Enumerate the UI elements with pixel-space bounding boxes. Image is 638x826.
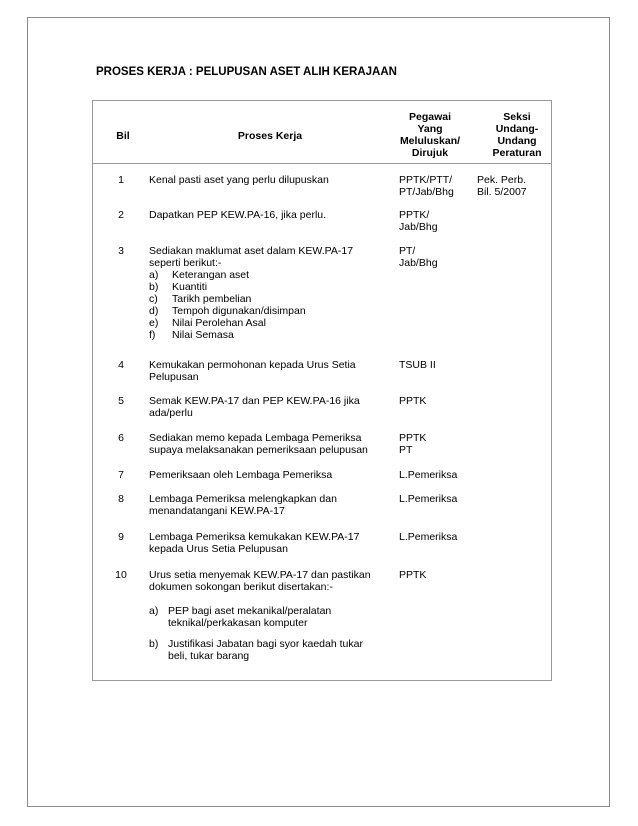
pegawai-line: PPTK xyxy=(399,395,427,407)
list-text: Nilai Semasa xyxy=(172,329,234,341)
row-9-proses xyxy=(149,531,381,555)
list-marker: c) xyxy=(149,293,158,305)
proses-line: Dapatkan PEP KEW.PA-16, jika perlu. xyxy=(149,209,327,221)
pegawai-line: PPTK/ xyxy=(399,209,430,221)
proses-line: Sediakan maklumat aset dalam KEW.PA-17 xyxy=(149,245,354,257)
row-5-bil: 5 xyxy=(118,395,124,407)
header-pegawai-line: Meluluskan/ xyxy=(399,135,461,147)
row-4-pegawai xyxy=(399,359,475,371)
row-9-bil: 9 xyxy=(118,531,124,543)
list-marker: b) xyxy=(149,638,159,650)
pegawai-line: PPTK/PTT/ xyxy=(399,174,453,186)
list-text: Nilai Perolehan Asal xyxy=(172,317,266,329)
row-7-proses xyxy=(149,469,381,481)
pegawai-line: L.Pemeriksa xyxy=(399,493,458,505)
row-2-bil: 2 xyxy=(118,209,124,221)
proses-line: seperti berikut:- xyxy=(149,257,222,269)
row-10-proses xyxy=(149,569,389,593)
list-text-line: Justifikasi Jabatan bagi syor kaedah tukar xyxy=(168,638,363,650)
row-7-pegawai xyxy=(399,469,475,481)
proses-line: Lembaga Pemeriksa kemukakan KEW.PA-17 xyxy=(149,531,360,543)
pegawai-line: L.Pemeriksa xyxy=(399,469,458,481)
row-8-pegawai xyxy=(399,493,475,505)
list-marker: b) xyxy=(149,281,159,293)
pegawai-line: Jab/Bhg xyxy=(399,221,438,233)
row-3-items xyxy=(149,269,381,341)
header-proses-kerja: Proses Kerja xyxy=(237,130,303,142)
list-text-line: beli, tukar barang xyxy=(168,650,250,662)
proses-line: Urus setia menyemak KEW.PA-17 dan pastikan xyxy=(149,569,371,581)
proses-line: Kemukakan permohonan kepada Urus Setia xyxy=(149,359,356,371)
row-6-proses xyxy=(149,432,389,456)
list-text-line: PEP bagi aset mekanikal/peralatan xyxy=(168,605,332,617)
proses-line: Kenal pasti aset yang perlu dilupuskan xyxy=(149,174,329,186)
list-item xyxy=(149,317,381,329)
row-3-pegawai xyxy=(399,245,475,269)
list-marker: e) xyxy=(149,317,159,329)
list-text: Tempoh digunakan/disimpan xyxy=(172,305,306,317)
document-title: PROSES KERJA : PELUPUSAN ASET ALIH KERAJAAN xyxy=(96,66,397,78)
row-10-items xyxy=(149,605,389,671)
list-item xyxy=(149,638,389,662)
row-5-pegawai xyxy=(399,395,475,407)
row-10-pegawai xyxy=(399,569,475,581)
row-6-bil: 6 xyxy=(118,432,124,444)
header-pegawai-line: Dirujuk xyxy=(411,147,449,159)
proses-line: supaya melaksanakan pemeriksaan pelupusan xyxy=(149,444,368,456)
row-5-proses xyxy=(149,395,381,419)
pegawai-line: PT xyxy=(399,444,413,456)
list-marker: f) xyxy=(149,329,156,341)
header-seksi-line: Undang xyxy=(497,135,537,147)
pegawai-line: L.Pemeriksa xyxy=(399,531,458,543)
row-8-bil: 8 xyxy=(118,493,124,505)
seksi-line: Bil. 5/2007 xyxy=(477,186,527,198)
header-seksi-line: Peraturan xyxy=(492,147,542,159)
header-divider xyxy=(93,163,551,164)
header-pegawai-line: Yang xyxy=(417,123,443,135)
list-text: Kuantiti xyxy=(172,281,208,293)
proses-line: Pemeriksaan oleh Lembaga Pemeriksa xyxy=(149,469,333,481)
header-bil: Bil xyxy=(116,130,130,142)
row-8-proses xyxy=(149,493,381,517)
proses-line: ada/perlu xyxy=(149,407,193,419)
proses-line: menandatangani KEW.PA-17 xyxy=(149,505,285,517)
proses-line: Pelupusan xyxy=(149,371,199,383)
row-4-bil: 4 xyxy=(118,359,124,371)
row-3-proses xyxy=(149,245,381,269)
proses-line: dokumen sokongan berikut disertakan:- xyxy=(149,581,333,593)
list-marker: a) xyxy=(149,269,159,281)
pegawai-line: Jab/Bhg xyxy=(399,257,438,269)
pegawai-line: TSUB II xyxy=(399,359,436,371)
list-item xyxy=(149,605,389,629)
row-1-proses xyxy=(149,174,381,186)
list-item xyxy=(149,269,381,281)
list-marker: d) xyxy=(149,305,159,317)
row-7-bil: 7 xyxy=(118,469,124,481)
list-text: Tarikh pembelian xyxy=(172,293,252,305)
header-seksi-line: Undang- xyxy=(495,123,539,135)
list-text-line: teknikal/perkakasan komputer xyxy=(168,617,308,629)
header-seksi xyxy=(476,111,558,159)
proses-line: Lembaga Pemeriksa melengkapkan dan xyxy=(149,493,337,505)
row-9-pegawai xyxy=(399,531,475,543)
header-seksi-line: Seksi xyxy=(503,111,531,123)
row-1-bil: 1 xyxy=(118,174,124,186)
row-3-bil: 3 xyxy=(118,245,124,257)
list-item xyxy=(149,293,381,305)
list-item xyxy=(149,305,381,317)
proses-line: kepada Urus Setia Pelupusan xyxy=(149,543,288,555)
list-text: Keterangan aset xyxy=(172,269,250,281)
row-2-pegawai xyxy=(399,209,475,233)
list-item xyxy=(149,329,381,341)
pegawai-line: PT/Jab/Bhg xyxy=(399,186,454,198)
row-6-pegawai xyxy=(399,432,475,456)
seksi-line: Pek. Perb. xyxy=(477,174,527,186)
row-4-proses xyxy=(149,359,381,383)
pegawai-line: PT/ xyxy=(399,245,416,257)
pegawai-line: PPTK xyxy=(399,569,427,581)
list-item xyxy=(149,281,381,293)
proses-line: Semak KEW.PA-17 dan PEP KEW.PA-16 jika xyxy=(149,395,360,407)
list-marker: a) xyxy=(149,605,159,617)
row-1-seksi xyxy=(477,174,549,198)
header-pegawai xyxy=(380,111,480,159)
row-10-bil: 10 xyxy=(115,569,127,581)
row-1-pegawai xyxy=(399,174,475,198)
list-text xyxy=(168,605,331,629)
row-2-proses xyxy=(149,209,381,221)
list-text xyxy=(168,638,363,662)
header-pegawai-line: Pegawai xyxy=(408,111,452,123)
pegawai-line: PPTK xyxy=(399,432,427,444)
proses-line: Sediakan memo kepada Lembaga Pemeriksa xyxy=(149,432,362,444)
